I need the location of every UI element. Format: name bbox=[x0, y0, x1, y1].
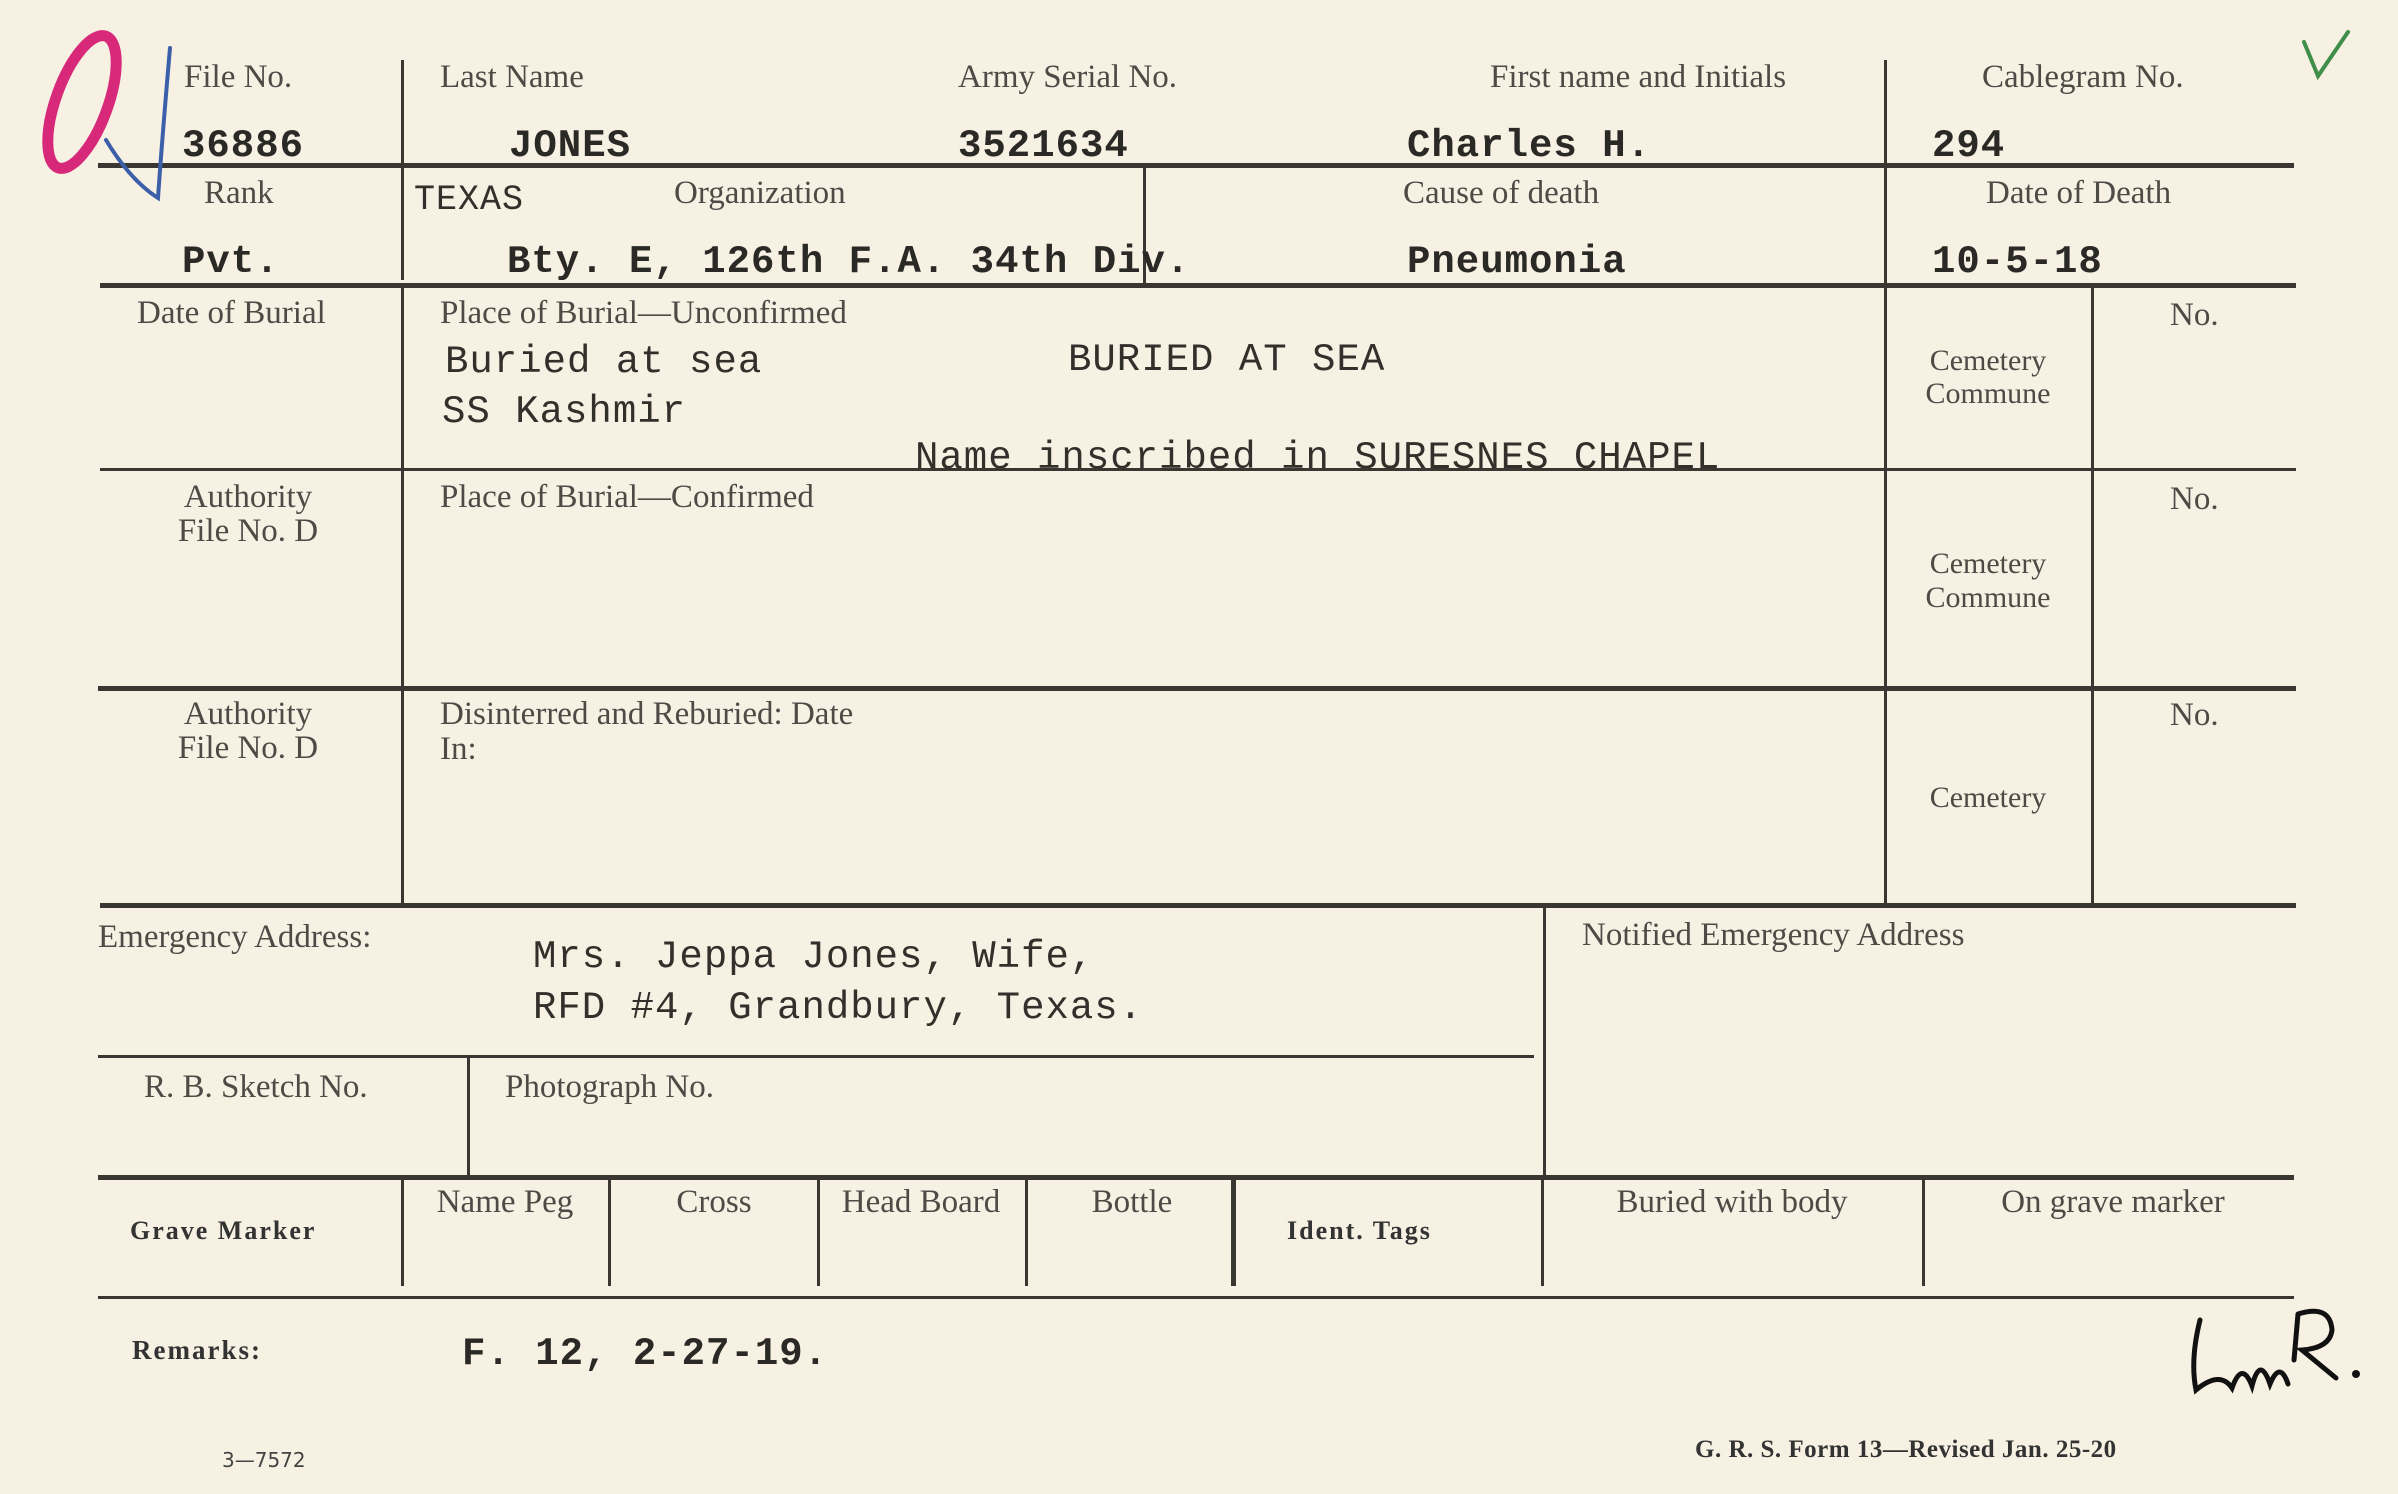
first-name-label: First name and Initials bbox=[1490, 59, 1787, 95]
rule-emergency bbox=[98, 1055, 1534, 1058]
disinterred-label: Disinterred and Reburied: Date bbox=[440, 696, 854, 732]
emergency-label: Emergency Address: bbox=[98, 919, 372, 955]
in-label: In: bbox=[440, 731, 477, 767]
rule-burial2 bbox=[98, 686, 2296, 691]
file-d-label-2: File No. D bbox=[177, 730, 319, 766]
buried-with-body-label: Buried with body bbox=[1616, 1184, 1848, 1220]
blue-check-mark bbox=[100, 40, 190, 210]
organization-value: Bty. E, 126th F.A. 34th Div. bbox=[507, 240, 1191, 284]
divider-marker-4 bbox=[1025, 1178, 1028, 1286]
rank-value: Pvt. bbox=[182, 240, 280, 284]
cemetery-label-3: Cemetery bbox=[1929, 781, 2047, 814]
cablegram-value: 294 bbox=[1932, 124, 2006, 168]
place-unconfirmed-label: Place of Burial—Unconfirmed bbox=[440, 295, 847, 331]
file-d-label-1: File No. D bbox=[177, 513, 319, 549]
file-no-label: File No. bbox=[184, 59, 293, 95]
divider-marker-5 bbox=[1231, 1178, 1236, 1286]
bottle-label: Bottle bbox=[1091, 1184, 1173, 1220]
name-peg-label: Name Peg bbox=[436, 1184, 574, 1220]
notified-label: Notified Emergency Address bbox=[1582, 917, 1965, 953]
divider-left-burial bbox=[401, 288, 404, 903]
rule-sketch bbox=[98, 1175, 2294, 1180]
divider-marker-1 bbox=[401, 1178, 404, 1286]
file-no-value: 36886 bbox=[182, 124, 305, 168]
rule-marker bbox=[98, 1296, 2294, 1299]
rank-label: Rank bbox=[204, 175, 274, 211]
divider-marker-6 bbox=[1541, 1178, 1544, 1286]
buried-at-sea-stamp: BURIED AT SEA bbox=[1068, 338, 1386, 382]
grave-marker-label: Grave Marker bbox=[130, 1216, 317, 1245]
no-label-1: No. bbox=[2170, 297, 2219, 333]
divider-cablegram bbox=[1884, 60, 1887, 903]
last-name-value: JONES bbox=[509, 124, 632, 168]
commune-label-1: Commune bbox=[1925, 377, 2051, 410]
date-death-value: 10-5-18 bbox=[1932, 240, 2103, 284]
suresnes-inscription: Name inscribed in SURESNES CHAPEL bbox=[915, 436, 1721, 480]
remarks-value: F. 12, 2-27-19. bbox=[462, 1332, 829, 1376]
cablegram-label: Cablegram No. bbox=[1982, 59, 2184, 95]
first-name-value: Charles H. bbox=[1407, 124, 1652, 168]
last-name-label: Last Name bbox=[440, 59, 584, 95]
commune-label-2: Commune bbox=[1925, 581, 2051, 614]
emergency-line1: Mrs. Jeppa Jones, Wife, bbox=[533, 935, 1095, 979]
sketch-label: R. B. Sketch No. bbox=[144, 1069, 368, 1105]
serial-label: Army Serial No. bbox=[958, 59, 1178, 95]
divider-marker-2 bbox=[608, 1178, 611, 1286]
divider-marker-3 bbox=[817, 1178, 820, 1286]
divider-emergency bbox=[1543, 908, 1546, 1175]
ident-tags-label: Ident. Tags bbox=[1287, 1216, 1432, 1245]
authority-label-2: Authority bbox=[183, 696, 313, 732]
form-id: G. R. S. Form 13—Revised Jan. 25-20 bbox=[1695, 1436, 2117, 1463]
organization-label: Organization bbox=[674, 175, 846, 211]
cross-label: Cross bbox=[676, 1184, 752, 1220]
cause-label: Cause of death bbox=[1403, 175, 1600, 211]
divider-no-col bbox=[2091, 288, 2094, 903]
no-label-3: No. bbox=[2170, 697, 2219, 733]
remarks-label: Remarks: bbox=[132, 1335, 262, 1365]
on-grave-marker-label: On grave marker bbox=[2001, 1184, 2225, 1220]
burial-line2: SS Kashmir bbox=[442, 390, 687, 434]
no-label-2: No. bbox=[2170, 481, 2219, 517]
divider-filenames bbox=[401, 60, 404, 280]
cemetery-label-1: Cemetery bbox=[1929, 344, 2047, 377]
cause-value: Pneumonia bbox=[1407, 240, 1627, 284]
initials-signature bbox=[2180, 1300, 2380, 1410]
date-burial-label: Date of Burial bbox=[137, 295, 326, 331]
place-confirmed-label: Place of Burial—Confirmed bbox=[440, 479, 814, 515]
emergency-line2: RFD #4, Grandbury, Texas. bbox=[533, 986, 1144, 1030]
date-death-label: Date of Death bbox=[1986, 175, 2172, 211]
footer-code: 3—7572 bbox=[222, 1448, 306, 1472]
photo-label: Photograph No. bbox=[505, 1069, 714, 1105]
burial-line1: Buried at sea bbox=[445, 340, 763, 384]
green-check-mark bbox=[2298, 28, 2358, 88]
serial-no-value: 3521634 bbox=[958, 124, 1129, 168]
divider-marker-7 bbox=[1922, 1178, 1925, 1286]
cemetery-label-2: Cemetery bbox=[1929, 547, 2047, 580]
divider-sketch bbox=[467, 1058, 470, 1175]
state-value: TEXAS bbox=[414, 180, 525, 220]
rule-reburied bbox=[100, 903, 2296, 908]
head-board-label: Head Board bbox=[841, 1184, 1001, 1220]
authority-label-1: Authority bbox=[183, 479, 313, 515]
